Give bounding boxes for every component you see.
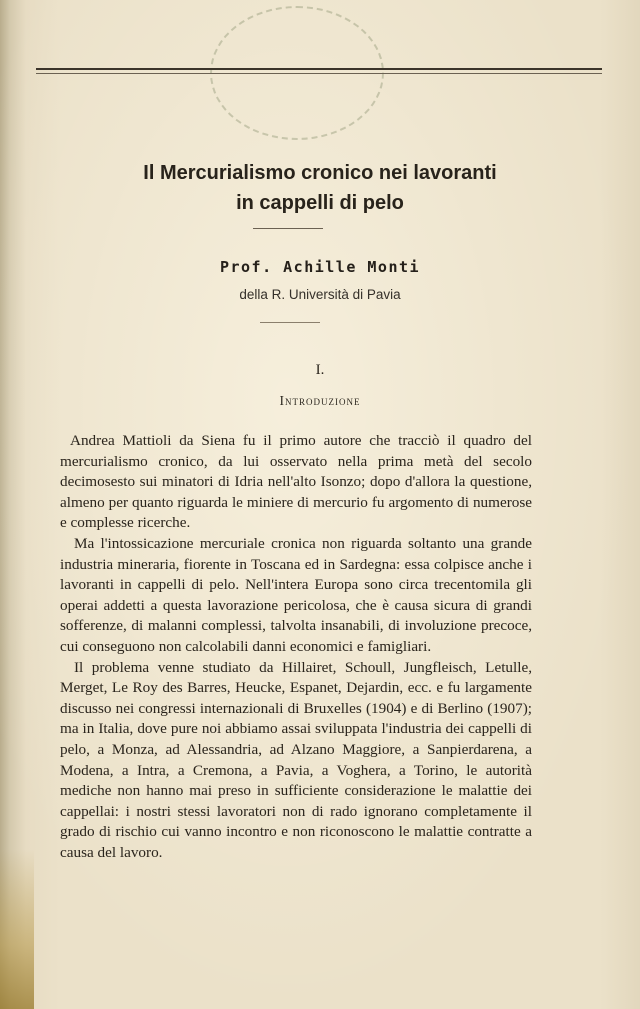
page-edge-stain [0,849,34,1009]
paragraph: Andrea Mattioli da Siena fu il primo autore che tracciò il quadro del mercurialismo cronico, da lui osservato nella prima metà del secolo decimosesto sui minatori di Idria nell'alto Isonzo; dopo d'allora la questione, almeno per quanto riguarda le miniere di mercurio fu argomento di numerose e complesse ricerche. [60,432,532,532]
paragraph: Il problema venne studiato da Hillairet, Schoull, Jungfleisch, Letulle, Merget, Le Roy des Barres, Heucke, Espanet, Dejardin, ecc. e fu largamente discusso nei congressi internazionali di Bruxelles (1904) e di Berlino (1907); ma in Italia, dove pure noi abbiamo assai sviluppata l'industria dei cappelli di pelo, a Monza, ad Alessandria, ad Alzano Maggiore, a Sanpierdarena, a Modena, a Intra, a Cremona, a Pavia, a Voghera, a Torino, le autorità mediche non hanno mai preso in sufficiente considerazione le malattie dei cappellai: i nostri stessi lavoratori non di rado ignorano completamente il grado di rischio cui vanno incontro e non riconoscono le malattie contratte a causa del lavoro. [60,658,532,861]
title-line-2: in cappelli di pelo [236,192,404,214]
title-line-1: Il Mercurialismo cronico nei lavoranti [143,162,497,184]
article-body [60,431,532,863]
title-divider [253,228,323,229]
header-rule-thin [36,73,602,74]
section-heading: Introduzione [279,393,361,408]
author-affiliation: della R. Università di Pavia [239,287,401,302]
author-divider [260,322,320,323]
article-title [0,158,640,218]
section-number: I. [315,362,325,378]
paragraph: Ma l'intossicazione mercuriale cronica non riguarda soltanto una grande industria mineraria, fiorente in Toscana ed in Sardegna: essa colpisce anche i lavoranti in cappelli di pelo. Nell'intera Europa sono circa trecentomila gli operai addetti a questa lavorazione pericolosa, che è causa sicura di grandi sofferenze, di malanni complessi, talvolta insanabili, di involuzione precoce, cui conseguono non calcolabili danni economici e famigliari. [60,534,532,655]
author-name: Prof. Achille Monti [219,258,421,276]
header-rule [36,68,602,70]
